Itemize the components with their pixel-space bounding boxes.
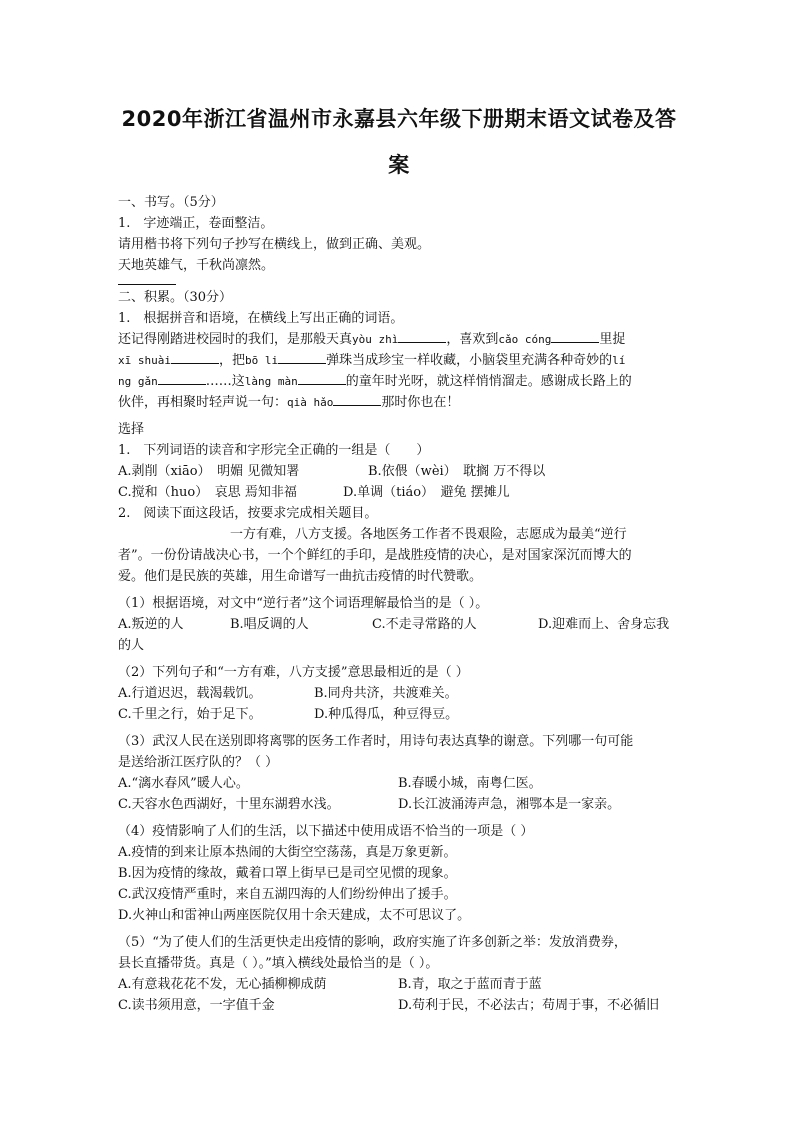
option-a[interactable]: A.疫情的到来让原本热闹的大街空空荡荡，真是万象更新。 — [118, 845, 457, 860]
pinyin: yòu zhì — [352, 333, 399, 346]
pinyin: qià hǎo — [287, 396, 334, 409]
answer-blank[interactable] — [398, 329, 446, 343]
option-continuation: 的人 — [118, 638, 145, 653]
option-d[interactable]: D.长江波涌涛声急，湘鄂本是一家亲。 — [398, 797, 621, 812]
passage-line: 者”。一份份请战决心书，一个个鲜红的手印，是战胜疫情的决心，是对国家深沉而博大的 — [118, 548, 632, 563]
section-accumulation — [118, 287, 680, 1016]
question-text: 2. 阅读下面这段话，按要求完成相关题目。 — [118, 506, 378, 521]
option-b[interactable]: B.依偎（wèi） 耽搁 万不得以 — [368, 464, 546, 479]
pinyin-paragraph-line: 伙伴，再相聚时轻声说一句：qià hǎo 那时你也在！ — [118, 392, 680, 413]
pinyin: ng gǎn — [118, 375, 158, 388]
section-heading: 二、积累。（30分） — [118, 290, 233, 305]
subquestion-stem: （5）“为了使人们的生活更快走出疫情的影响，政府实施了许多创新之举：发放消费券， — [118, 935, 627, 950]
pinyin: xī shuài — [118, 354, 171, 367]
option-a[interactable]: A.“漓水春风”暖人心。 — [118, 776, 249, 791]
section-heading: 一、书写。（5分） — [118, 195, 224, 210]
answer-blank[interactable] — [278, 350, 326, 364]
writing-line[interactable] — [118, 284, 176, 285]
pinyin: cǎo cóng — [498, 333, 552, 346]
option-a[interactable]: A.叛逆的人 — [118, 617, 184, 632]
answer-blank[interactable] — [333, 392, 381, 406]
option-row — [118, 461, 680, 482]
instruction-text: 请用楷书将下列句子抄写在横线上，做到正确、美观。 — [118, 237, 431, 252]
question-text: 1. 下列词语的读音和字形完全正确的一组是（ ） — [118, 443, 430, 458]
option-a[interactable]: A.有意栽花花不发，无心插柳柳成荫 — [118, 977, 327, 992]
question-text: 1. 字迹端正，卷面整洁。 — [118, 216, 274, 231]
option-b[interactable]: B.唱反调的人 — [230, 617, 309, 632]
option-row — [118, 482, 680, 503]
option-b[interactable]: B.春暖小城，南粤仁医。 — [398, 776, 542, 791]
option-d[interactable]: D.火神山和雷神山两座医院仅用十余天建成，太不可思议了。 — [118, 908, 471, 923]
title-line-1: 2020年浙江省温州市永嘉县六年级下册期末语文试卷及答 — [121, 107, 677, 131]
option-d[interactable]: D.迎难而上、舍身忘我 — [538, 617, 670, 632]
option-c[interactable]: C.不走寻常路的人 — [372, 617, 477, 632]
pinyin: bō li — [245, 354, 279, 367]
option-row — [118, 683, 680, 704]
option-row — [118, 773, 680, 794]
copy-sentence: 天地英雄气，千秋尚凛然。 — [118, 258, 275, 273]
passage-line: 一方有难，八方支援。各地医务工作者不畏艰险，志愿成为最美“逆行 — [230, 527, 627, 542]
option-d[interactable]: D.单调（tiáo） 避兔 摆摊儿 — [343, 485, 510, 500]
pinyin-paragraph-line: 还记得刚踏进校园时的我们，是那般天真yòu zhì ，喜欢到cǎo cóng 里捉 — [118, 329, 680, 350]
option-b[interactable]: B.同舟共济，共渡难关。 — [314, 686, 458, 701]
answer-blank[interactable] — [551, 329, 599, 343]
option-row — [118, 794, 680, 815]
document-title — [118, 96, 680, 188]
subquestion-stem: 是送给浙江医疗队的？（ ） — [118, 755, 279, 770]
passage-line: 爱。他们是民族的英雄，用生命谱写一曲抗击疫情的时代赞歌。 — [118, 569, 483, 584]
option-row — [118, 974, 680, 995]
subquestion-stem: （3）武汉人民在送别即将离鄂的医务工作者时，用诗句表达真挚的谢意。下列哪一句可能 — [118, 734, 634, 749]
title-line-2: 案 — [388, 153, 410, 177]
option-d[interactable]: D.苟利于民，不必法古；苟周于事，不必循旧 — [398, 998, 660, 1013]
option-d[interactable]: D.种瓜得瓜，种豆得豆。 — [314, 707, 459, 722]
pinyin-paragraph-line: xī shuài ，把bō li 弹珠当成珍宝一样收藏，小脑袋里充满各种奇妙的lí — [118, 350, 680, 371]
option-row — [118, 704, 680, 725]
option-c[interactable]: C.武汉疫情严重时，来自五湖四海的人们纷纷伸出了援手。 — [118, 887, 457, 902]
subquestion-stem: （4）疫情影响了人们的生活，以下描述中使用成语不恰当的一项是（ ） — [118, 824, 534, 839]
option-c[interactable]: C.搅和（huo） 哀思 焉知非福 — [118, 485, 297, 500]
option-c[interactable]: C.天容水色西湖好，十里东湖碧水浅。 — [118, 797, 340, 812]
option-a[interactable]: A.剥削（xiāo） 明媚 见微知署 — [118, 464, 300, 479]
pinyin: làng màn — [244, 375, 298, 388]
pinyin: lí — [612, 354, 626, 367]
subquestion-stem: （1）根据语境，对文中“逆行者”这个词语理解最恰当的是（ ）。 — [118, 596, 489, 611]
answer-blank[interactable] — [298, 371, 346, 385]
subquestion-stem: （2）下列句子和“一方有难，八方支援”意思最相近的是（ ） — [118, 665, 469, 680]
option-a[interactable]: A.行道迟迟，载渴载饥。 — [118, 686, 262, 701]
option-b[interactable]: B.青，取之于蓝而青于蓝 — [398, 977, 542, 992]
option-row — [118, 614, 680, 635]
section-writing — [118, 192, 680, 285]
question-text: 1. 根据拼音和语境，在横线上写出正确的词语。 — [118, 311, 404, 326]
option-c[interactable]: C.千里之行，始于足下。 — [118, 707, 262, 722]
exam-page — [118, 96, 680, 1016]
option-c[interactable]: C.读书须用意，一字值千金 — [118, 998, 275, 1013]
subquestion-stem: 县长直播带货。真是（ ）。”填入横线处最恰当的是（ ）。 — [118, 956, 439, 971]
option-row — [118, 995, 680, 1016]
choose-label: 选择 — [118, 422, 145, 437]
answer-blank[interactable] — [171, 350, 219, 364]
option-b[interactable]: B.因为疫情的缘故，戴着口罩上街早已是司空见惯的现象。 — [118, 866, 457, 881]
answer-blank[interactable] — [158, 371, 206, 385]
pinyin-paragraph-line: ng gǎn ……这làng màn 的童年时光呀，就这样悄悄溜走。感谢成长路上的 — [118, 371, 680, 392]
